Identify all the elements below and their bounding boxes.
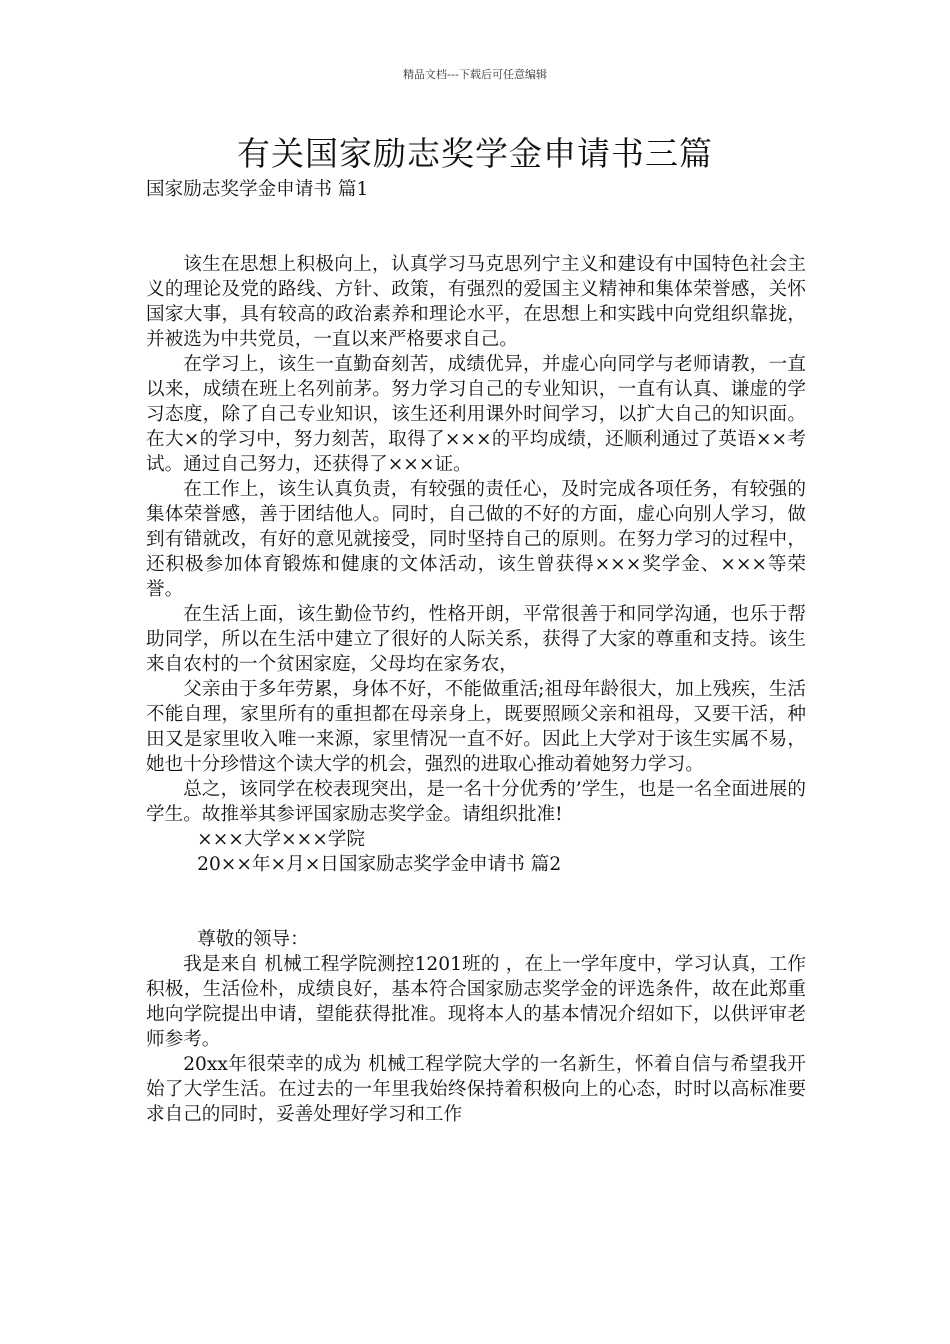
paragraph-2: 在学习上，该生一直勤奋刻苦，成绩优异，并虚心向同学与老师请教，一直以来，成绩在班上名列前茅。努力学习自己的专业知识，一直有认真、谦虚的学习态度，除了自己专业知识，该生还利用课外时间学习，以扩大自己的知识面。在大×的学习中，努力刻苦，取得了×××的平均成绩，还顺利通过了英语××考试。通过自己努力，还获得了×××证。 [146,354,806,475]
section-heading-1: 国家励志奖学金申请书 篇1 [146,179,369,200]
paragraph-1: 该生在思想上积极向上，认真学习马克思列宁主义和建设有中国特色社会主义的理论及党的路线、方针、政策，有强烈的爱国主义精神和集体荣誉感，关怀国家大事，具有较高的政治素养和理论水平，在思想上和实践中向党组织靠拢，并被选为中共党员，一直以来严格要求自己。 [146,254,806,350]
page-header-note: 精品文档---下载后可任意编辑 [403,68,547,81]
paragraph-3: 在工作上，该生认真负责，有较强的责任心，及时完成各项任务，有较强的集体荣誉感，善于团结他人。同时，自己做的不好的方面，虚心向别人学习，做到有错就改，有好的意见就接受，同时坚持自己的原则。在努力学习的过程中，还积极参加体育锻炼和健康的文体活动，该生曾获得×××奖学金、×××等荣誉。 [146,479,806,600]
signature-line: ×××大学×××学院 [197,829,365,850]
date-and-section-heading-2: 20××年×月×日国家励志奖学金申请书 篇2 [197,854,562,875]
paragraph-7: 我是来自 机械工程学院测控1201班的 ，在上一学年度中，学习认真，工作积极，生活俭朴，成绩良好，基本符合国家励志奖学金的评选条件，故在此郑重地向学院提出申请，望能获得批准。现将本人的基本情况介绍如下，以供评审老师参考。 [146,954,806,1050]
paragraph-5: 父亲由于多年劳累，身体不好，不能做重活;祖母年龄很大，加上残疾，生活不能自理，家里所有的重担都在母亲身上，既要照顾父亲和祖母，又要干活，种田又是家里收入唯一来源，家里情况一直不好。因此上大学对于该生实属不易，她也十分珍惜这个读大学的机会，强烈的进取心推动着她努力学习。 [146,679,806,775]
document-title: 有关国家励志奖学金申请书三篇 [237,134,713,173]
salutation: 尊敬的领导： [197,929,309,950]
spacer [146,202,806,252]
spacer [146,877,806,927]
document-body [146,177,806,1127]
paragraph-4: 在生活上面，该生勤俭节约，性格开朗，平常很善于和同学沟通，也乐于帮助同学，所以在生活中建立了很好的人际关系，获得了大家的尊重和支持。该生来自农村的一个贫困家庭，父母均在家务农， [146,604,806,675]
paragraph-6: 总之，该同学在校表现突出，是一名十分优秀的’学生，也是一名全面进展的学生。故推举其参评国家励志奖学金。请组织批准! [146,779,806,825]
paragraph-8: 20xx年很荣幸的成为 机械工程学院大学的一名新生，怀着自信与希望我开始了大学生活。在过去的一年里我始终保持着积极向上的心态，时时以高标准要求自己的同时，妥善处理好学习和工作 [146,1054,806,1125]
